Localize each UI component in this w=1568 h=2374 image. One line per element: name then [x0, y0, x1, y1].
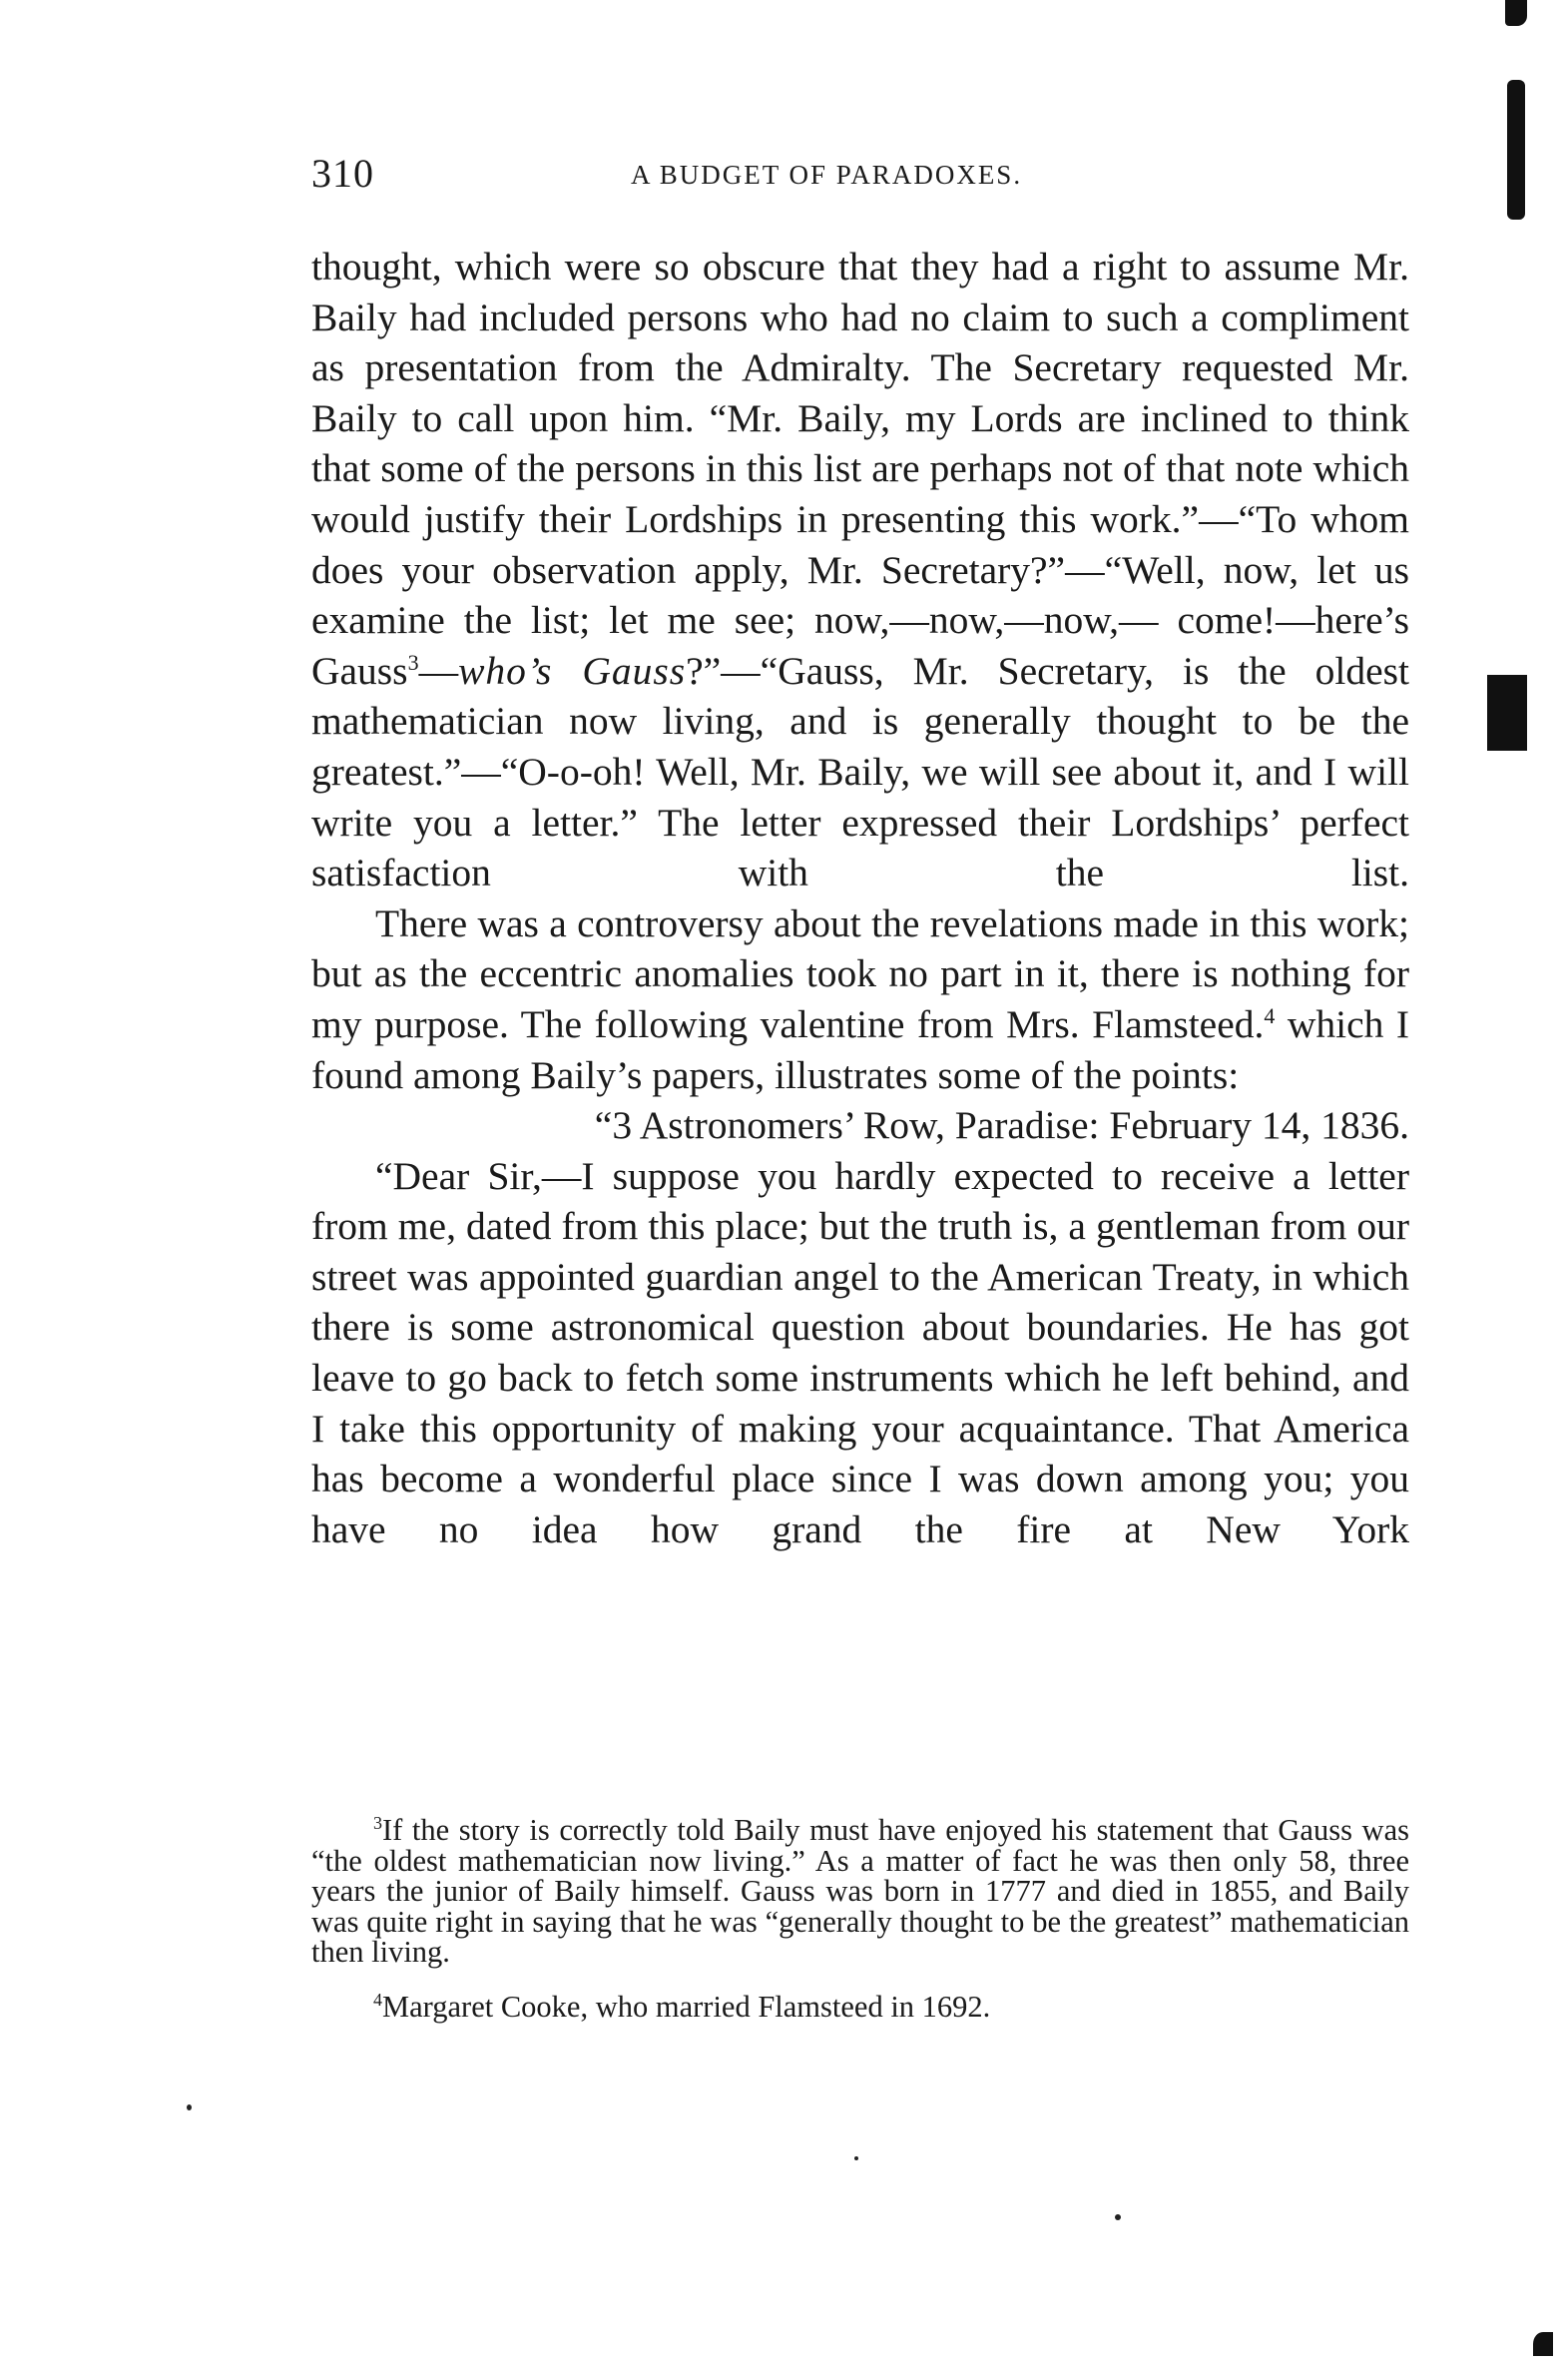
running-title: A BUDGET OF PARADOXES.: [631, 160, 1023, 190]
italic-phrase: who’s Gauss: [458, 648, 687, 693]
body-text: [311, 242, 1409, 1554]
running-head: [311, 150, 1409, 200]
footnote-ref-3: 3: [407, 649, 419, 675]
footnote-mark: 3: [373, 1812, 382, 1833]
scan-speck: [1115, 2214, 1121, 2220]
scan-speck: [187, 2104, 192, 2110]
scan-edge-mark-block: [1487, 675, 1527, 751]
footnote-3: [311, 1812, 1409, 1969]
paragraph-text: thought, which were so obscure that they had a right to assume Mr. Baily had included persons who had no claim to such a compliment as presentation from the Admiralty. The Secretary requested Mr. Baily to call upon him. “Mr. Baily, my Lords are inclined to think that some of the persons in this list are perhaps not of that note which would justify their Lordships in presenting this work.”—“To whom does your observation apply, Mr. Secretary?”—“Well, now, let us examine the list; let me see; now,—now,—now,— come!—here’s Gauss: [311, 245, 1409, 693]
footnote-text: If the story is correctly told Baily must have enjoyed his statement that Gauss was “the oldest mathematician now living.” As a matter of fact he was then only 58, three years the junior of Baily himself. Gauss was born in 1777 and died in 1855, and Baily was quite right in saying that he was “generally thought to be the greatest” mathematician then living.: [311, 1813, 1409, 1969]
paragraph-gauss-anecdote: [311, 242, 1409, 898]
paragraph-letter: “Dear Sir,—I suppose you hardly expected to receive a letter from me, dated from this place; but the truth is, a gentleman from our street was appointed guardian angel to the American Treaty, in which there is some astronomical question about boundaries. He has got leave to go back to fetch some instruments which he left behind, and I take this opportunity of making your acquaintance. That America has become a wonderful place since I was down among you; you have no idea how grand the fire at New York: [311, 1153, 1409, 1551]
page-number: 310: [311, 151, 374, 196]
letter-dateline: “3 Astronomers’ Row, Paradise: February 14, 1836.: [594, 1103, 1409, 1148]
em-dash: —: [418, 648, 459, 693]
footnote-mark: 4: [373, 1989, 382, 2010]
paragraph-controversy: [311, 898, 1409, 1100]
paragraph-text-continued: which I found among Baily’s papers, illustrates some of the points:: [311, 1001, 1410, 1097]
footnote-text: Margaret Cooke, who married Flamsteed in 1692.: [382, 1989, 991, 2024]
scan-edge-mark-bottom: [1533, 2332, 1553, 2356]
footnote-ref-4: 4: [1264, 1002, 1276, 1028]
scan-edge-mark-top: [1505, 0, 1527, 26]
scan-edge-mark-bar: [1507, 80, 1525, 220]
paragraph-text-continued: ?”—“Gauss, Mr. Secretary, is the oldest mathematician now living, and is generally thought to be the greatest.”—“O-o-oh! Well, Mr. Baily, we will see about it, and I will write you a letter.” The letter expressed their Lordships’ perfect satisfaction with the list.: [311, 648, 1409, 895]
footnotes: [311, 1812, 1409, 2024]
scan-speck: [854, 2156, 858, 2160]
footnote-4: [311, 1989, 1409, 2024]
paragraph-text: There was a controversy about the revelations made in this work; but as the eccentric anomalies took no part in it, there is nothing for my purpose. The following valentine from Mrs. Flamsteed.: [311, 900, 1409, 1046]
